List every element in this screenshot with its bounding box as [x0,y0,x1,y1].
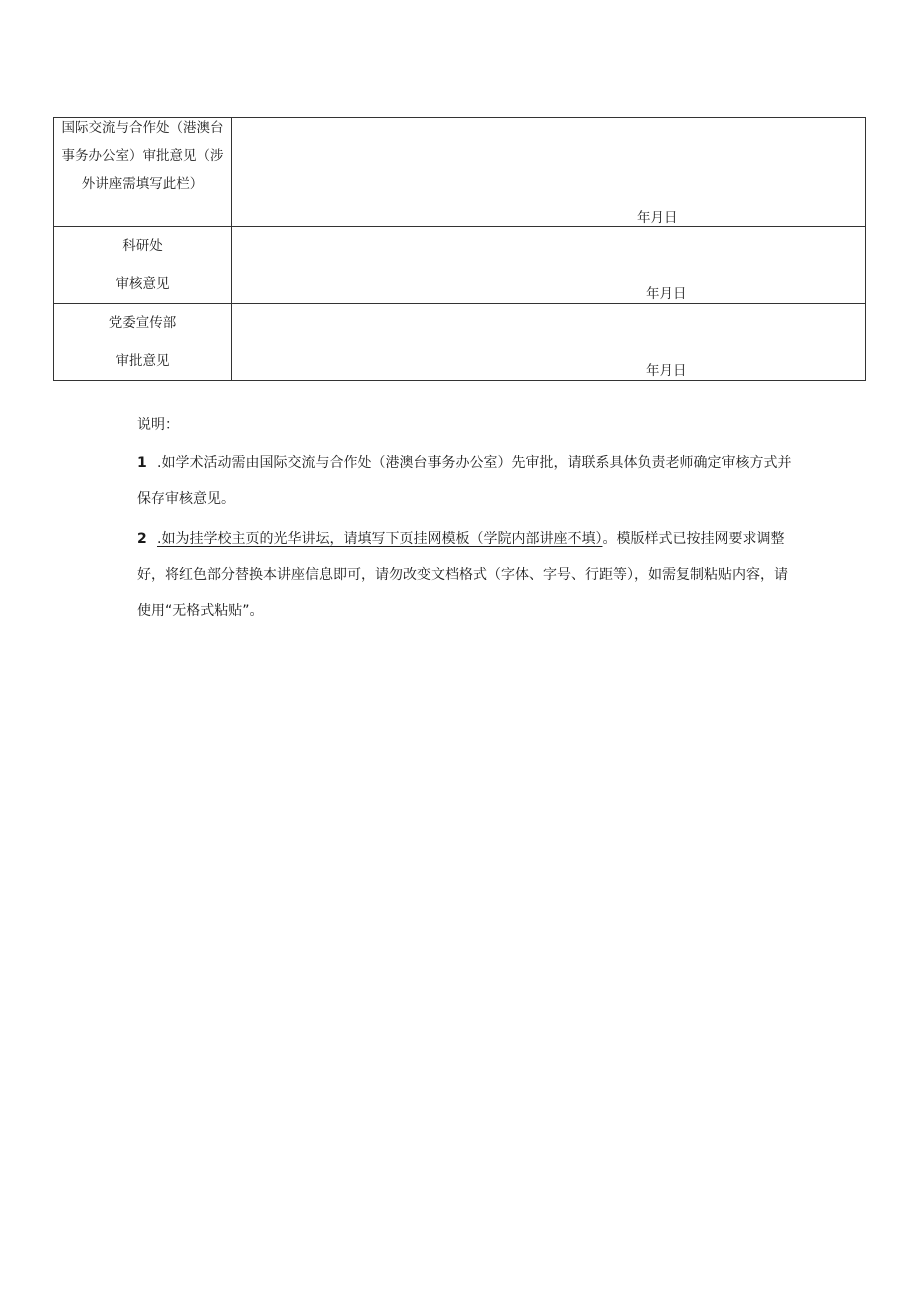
label-cell-international-office [54,118,232,227]
note-item [137,521,867,629]
note-line [137,521,867,557]
note-line: 使用“无格式粘贴”。 [137,603,264,619]
label-cell-research-office [54,227,232,304]
template-link-text[interactable]: .如为挂学校主页的光华讲坛，请填写下页挂网模板（学院内部讲座不填） [157,531,603,547]
notes-title: 说明： [137,417,179,433]
notes-section [137,409,867,629]
date-label: 年月日 [637,210,678,226]
note-item [137,445,867,517]
opinion-field-research-office[interactable] [232,227,866,304]
table-row-international-office [54,118,866,227]
label-cell-publicity-department [54,304,232,381]
opinion-field-international-office[interactable] [232,118,866,227]
opinion-field-publicity-department[interactable] [232,304,866,381]
note-number: 1 [137,455,147,471]
label-line: 国际交流与合作处（港澳台 [61,120,224,136]
note-text: 。模版样式已按挂网要求调整 [602,531,785,547]
label-line: 审批意见 [115,353,170,369]
approval-table [53,117,866,381]
label-line: 党委宣传部 [108,315,177,331]
note-text: .如学术活动需由国际交流与合作处（港澳台事务办公室）先审批，请联系具体负责老师确定审核方式并 [157,455,792,471]
label-line: 外讲座需填写此栏） [81,176,204,192]
label-line: 事务办公室）审批意见（涉 [61,148,224,164]
note-number: 2 [137,531,147,547]
note-line: 保存审核意见。 [137,491,235,507]
table-row-research-office [54,227,866,304]
table-row-publicity-department [54,304,866,381]
date-label: 年月日 [646,286,687,302]
note-line [137,445,867,481]
date-label: 年月日 [646,363,687,379]
note-line: 好，将红色部分替换本讲座信息即可，请勿改变文档格式（字体、字号、行距等），如需复制粘贴内容，请 [137,567,788,583]
label-line: 审核意见 [115,276,170,292]
label-line: 科研处 [122,238,163,254]
